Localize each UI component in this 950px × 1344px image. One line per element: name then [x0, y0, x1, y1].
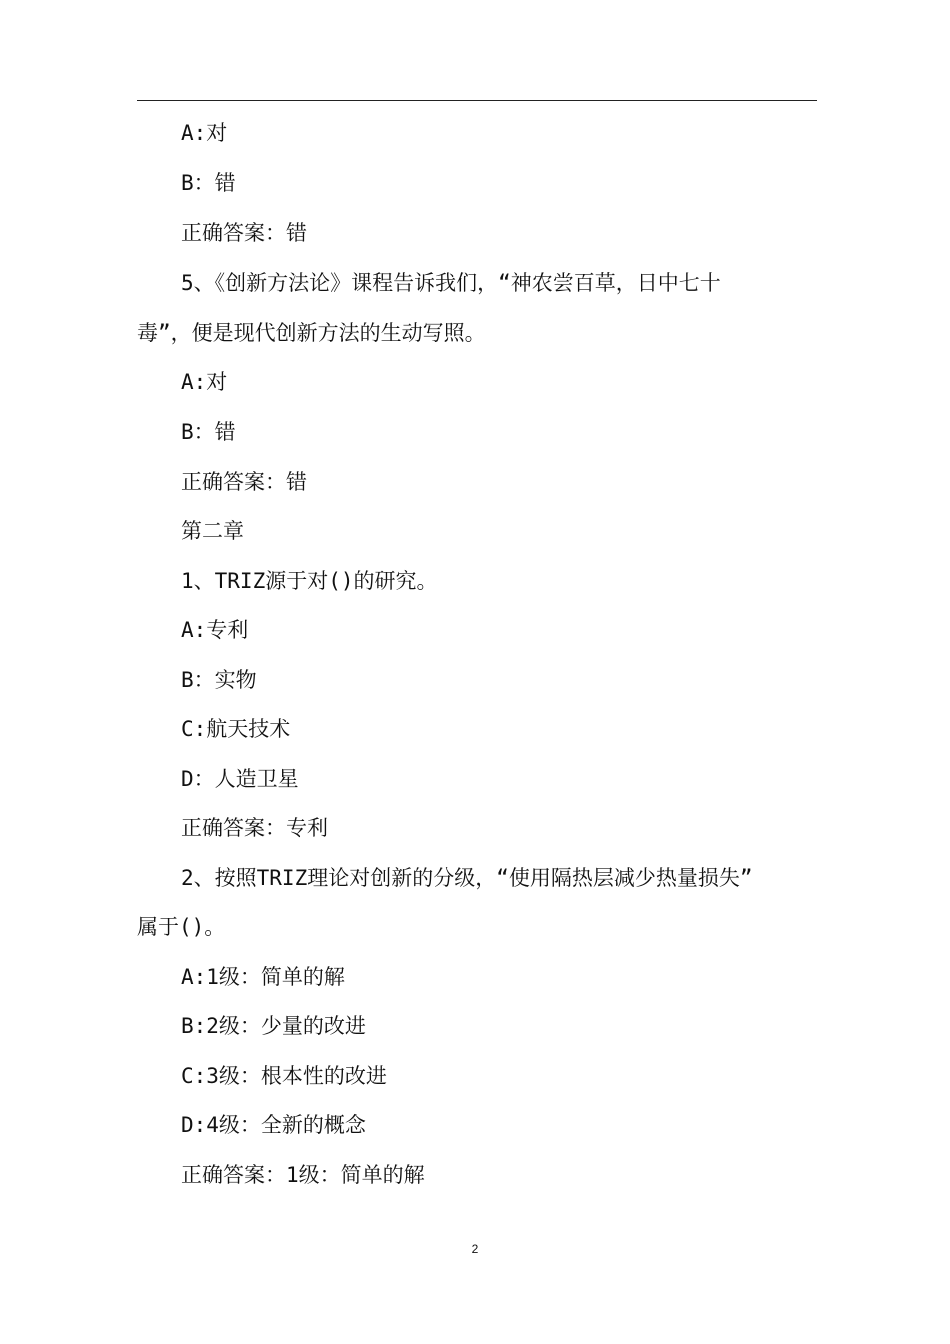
question-1: 1、TRIZ源于对()的研究。 — [181, 569, 438, 593]
option-c: C:航天技术 — [181, 717, 291, 741]
option-b: B：错 — [181, 420, 236, 444]
option-d: D：人造卫星 — [181, 767, 299, 791]
option-b: B:2级：少量的改进 — [181, 1014, 366, 1038]
header-rule — [137, 100, 817, 101]
option-a: A:专利 — [181, 618, 249, 642]
page-number: 2 — [471, 1242, 479, 1256]
option-d: D:4级：全新的概念 — [181, 1113, 366, 1137]
option-a: A:对 — [181, 121, 228, 145]
chapter-heading: 第二章 — [181, 519, 244, 543]
correct-answer: 正确答案：1级：简单的解 — [181, 1163, 425, 1187]
correct-answer: 正确答案：专利 — [181, 816, 328, 840]
option-a: A:1级：简单的解 — [181, 965, 345, 989]
correct-answer: 正确答案：错 — [181, 470, 307, 494]
option-c: C:3级：根本性的改进 — [181, 1064, 387, 1088]
option-b: B：错 — [181, 171, 236, 195]
question-5: 5、《创新方法论》课程告诉我们，“神农尝百草，日中七十 — [181, 271, 721, 295]
question-2: 2、按照TRIZ理论对创新的分级，“使用隔热层减少热量损失” — [181, 866, 753, 890]
option-a: A:对 — [181, 370, 228, 394]
question-2-continued: 属于()。 — [137, 915, 226, 939]
option-b: B：实物 — [181, 668, 257, 692]
correct-answer: 正确答案：错 — [181, 221, 307, 245]
question-5-continued: 毒”，便是现代创新方法的生动写照。 — [137, 321, 486, 345]
